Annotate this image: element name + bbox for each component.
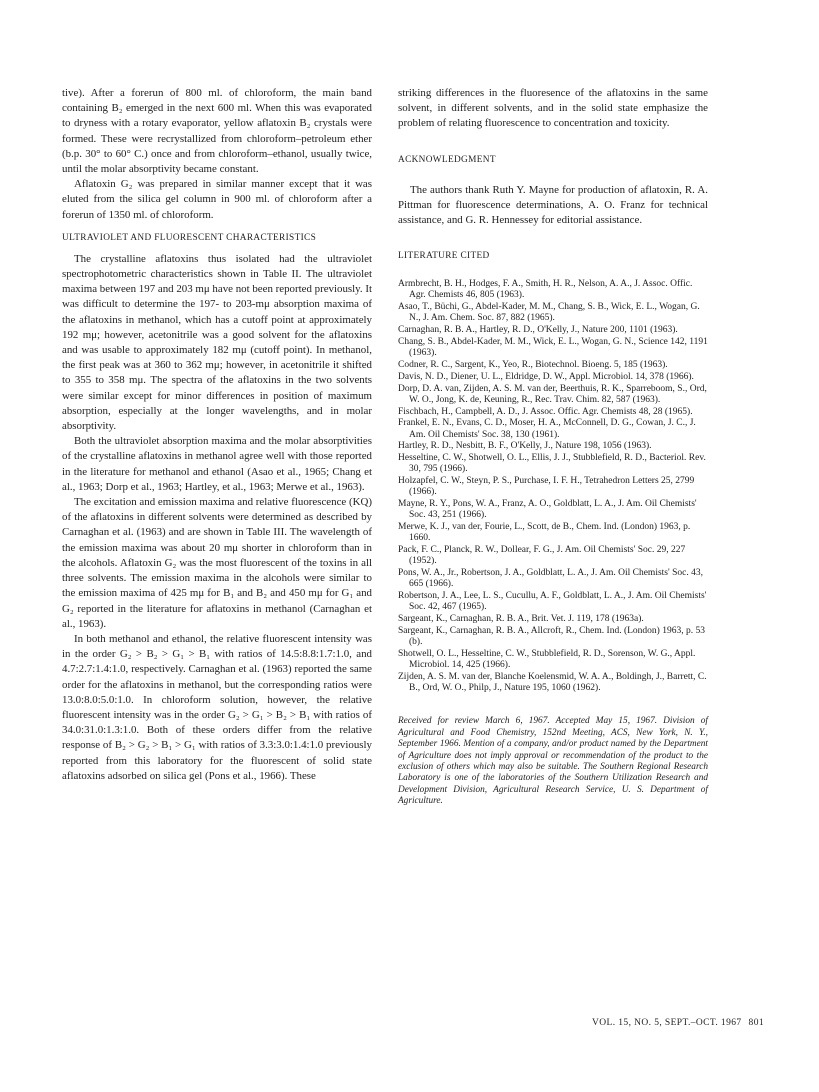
reference-item: Mayne, R. Y., Pons, W. A., Franz, A. O., Goldblatt, L. A., J. Am. Oil Chemists' Soc. 43, 251 (1966). xyxy=(398,499,697,521)
right-column xyxy=(398,86,708,808)
reference-item: Davis, N. D., Diener, U. L., Eldridge, D. W., Appl. Microbiol. 14, 378 (1966). xyxy=(398,371,694,382)
reference-item: Fischbach, H., Campbell, A. D., J. Assoc. Offic. Agr. Chemists 48, 28 (1965). xyxy=(398,406,693,417)
reference-item: Chang, S. B., Abdel-Kader, M. M., Wick, E. L., Wogan, G. N., Science 142, 1191 (1963). xyxy=(398,337,708,359)
body-paragraph: tive). After a forerun of 800 ml. of chloroform, the main band containing B₂ emerged in the next 600 ml. When this was evaporated to dryness with a rotary evaporator, yellow aflatoxin B₂ crystals were formed. These were recrystallized from chloroform–petroleum ether (b.p. 30° to 60° C.) once and from chloroform–ethanol, usually twice, until the molar absorptivity became constant. xyxy=(62,87,372,176)
reference-item: Pack, F. C., Planck, R. W., Dollear, F. G., J. Am. Oil Chemists' Soc. 29, 227 (1952). xyxy=(398,545,686,567)
reference-item: Hartley, R. D., Nesbitt, B. F., O'Kelly, J., Nature 198, 1056 (1963). xyxy=(398,441,652,452)
section-heading-uv-fluorescent: ULTRAVIOLET AND FLUORESCENT CHARACTERISTICS xyxy=(62,232,317,243)
reference-item: Zijden, A. S. M. van der, Blanche Koelensmid, W. A. A., Boldingh, J., Barrett, C. B., Ord, W. O., Philp, J., Nature 195, 1060 (1962). xyxy=(398,672,707,694)
body-paragraph: Aflatoxin G₂ was prepared in similar manner except that it was eluted from the silica gel column in 900 ml. of chloroform after a forerun of 1350 ml. of chloroform. xyxy=(62,178,372,221)
received-for-review-note: Received for review March 6, 1967. Accepted May 15, 1967. Division of Agricultural and Food Chemistry, 152nd Meeting, ACS, New York, N. Y., September 1966. Mention of a company, and/or product named by the Department of Agriculture does not imply approval or recommendation of the product to the exclusion of others which may also be suitable. The Southern Regional Research Laboratory is one of the laboratories of the Southern Utilization Research and Development Division, Agricultural Research Service, U. S. Department of Agriculture. xyxy=(398,716,708,807)
reference-list xyxy=(398,279,708,694)
acknowledgment-heading: ACKNOWLEDGMENT xyxy=(398,154,496,165)
reference-item: Dorp, D. A. van, Zijden, A. S. M. van der, Beerthuis, R. K., Sparreboom, S., Ord, W. O., Jong, K. de, Keuning, R., Rec. Trav. Chim. 82, 587 (1963). xyxy=(398,383,707,405)
reference-item: Sargeant, K., Carnaghan, R. B. A., Allcroft, R., Chem. Ind. (London) 1963, p. 53 (b). xyxy=(398,626,705,648)
reference-item: Hesseltine, C. W., Shotwell, O. L., Ellis, J. J., Stubblefield, R. D., Bacteriol. Rev. 30, 795 (1966). xyxy=(398,453,706,475)
body-paragraph: Both the ultraviolet absorption maxima and the molar absorptivities of the crystalline aflatoxins in methanol agree well with those reported in the literature for methanol and ethanol (Asao et al., 1965; Chang et al., 1963; Dorp et al., 1963; Hartley, et al., 1963; Merwe et al., 1963). xyxy=(62,435,372,493)
reference-item: Sargeant, K., Carnaghan, R. B. A., Brit. Vet. J. 119, 178 (1963a). xyxy=(398,614,644,625)
page-number: 801 xyxy=(748,1018,764,1028)
reference-item: Armbrecht, B. H., Hodges, F. A., Smith, H. R., Nelson, A. A., J. Assoc. Offic. Agr. Chemists 46, 805 (1963). xyxy=(398,279,693,301)
reference-item: Carnaghan, R. B. A., Hartley, R. D., O'Kelly, J., Nature 200, 1101 (1963). xyxy=(398,325,678,336)
reference-item: Asao, T., Büchi, G., Abdel-Kader, M. M., Chang, S. B., Wick, E. L., Wogan, G. N., J. Am. Chem. Soc. 87, 882 (1965). xyxy=(398,302,700,324)
journal-volume-info: VOL. 15, NO. 5, SEPT.–OCT. 1967 xyxy=(592,1018,742,1028)
reference-item: Shotwell, O. L., Hesseltine, C. W., Stubblefield, R. D., Sorenson, W. G., Appl. Microbiol. 14, 425 (1966). xyxy=(398,649,696,671)
left-column xyxy=(62,86,372,784)
reference-item: Frankel, E. N., Evans, C. D., Moser, H. A., McConnell, D. G., Cowan, J. C., J. Am. Oil Chemists' Soc. 38, 130 (1961). xyxy=(398,418,696,440)
reference-item: Codner, R. C., Sargent, K., Yeo, R., Biotechnol. Bioeng. 5, 185 (1963). xyxy=(398,360,668,371)
body-paragraph: The crystalline aflatoxins thus isolated had the ultraviolet spectrophotometric characteristics shown in Table II. The ultraviolet maxima between 197 and 203 mμ have not been reported previously. It was difficult to determine the 197- to 203-mμ absorption maxima of the aflatoxins in methanol, which has a cutoff point at approximately 192 mμ; however, acetonitrile was a good solvent for the aflatoxins and was usable to approximately 182 mμ (cutoff point). In methanol, the first peak was at 360 to 362 mμ; however, in acetonitrile it shifted to 355 to 358 mμ. The spectra of the aflatoxins in the two solvents were similar except for minor differences in position of maximum absorption, especially at the longer wavelengths, and in molar absorptivity. xyxy=(62,252,372,433)
literature-cited-heading: LITERATURE CITED xyxy=(398,251,490,262)
body-paragraph: In both methanol and ethanol, the relative fluorescent intensity was in the order G₂ > B₂ > G₁ > B₁ with ratios of 14.5:8.8:1.7:1.0, and 4.7:2.7:1.4:1.0, respectively. Carnaghan et al. (1963) reported the same order for the aflatoxins in methanol, but the corresponding ratios were 13.0:8.0:5.0:1.0. In chloroform solution, however, the relative fluorescent intensity was in the order G₂ > G₁ > B₂ > B₁ with ratios of 34.0:31.0:1.3:1.0. Both of these orders differ from the relative response of B₂ > G₂ > B₁ > G₁ with ratios of 3.3:3.0:1.4:1.0 previously reported from this laboratory for the fluorescent of solid state aflatoxins adsorbed on silica gel (Pons et al., 1966). These xyxy=(62,632,372,782)
body-paragraph: The excitation and emission maxima and relative fluorescence (KQ) of the aflatoxins in different solvents were determined as described by Carnaghan et al. (1963) and are shown in Table III. The wavelength of the emission maxima was about 20 mμ shorter in chloroform than in the alcohols. Aflatoxin G₂ was the most fluorescent of the toxins in all three solvents. The emission maxima in the alcohols were similar to the emission maxima of 425 mμ for B₁ and B₂ and 450 mμ for G₁ and G₂ reported in the literature for aflatoxins in methanol (Carnaghan et al., 1963). xyxy=(62,496,372,630)
body-paragraph: striking differences in the fluoresence of the aflatoxins in the same solvent, in different solvents, and in the solid state emphasize the problem of relating fluorescence to concentration and toxicity. xyxy=(398,87,708,130)
reference-item: Pons, W. A., Jr., Robertson, J. A., Goldblatt, L. A., J. Am. Oil Chemists' Soc. 43, 665 (1966). xyxy=(398,568,703,590)
acknowledgment-text: The authors thank Ruth Y. Mayne for production of aflatoxin, R. A. Pittman for fluorescence determinations, A. O. Franz for technical assistance, and G. R. Hennessey for editorial assistance. xyxy=(398,183,708,227)
reference-item: Robertson, J. A., Lee, L. S., Cucullu, A. F., Goldblatt, L. A., J. Am. Oil Chemists' Soc. 42, 467 (1965). xyxy=(398,591,707,613)
reference-item: Merwe, K. J., van der, Fourie, L., Scott, de B., Chem. Ind. (London) 1963, p. 1660. xyxy=(398,522,691,544)
reference-item: Holzapfel, C. W., Steyn, P. S., Purchase, I. F. H., Tetrahedron Letters 25, 2799 (1966). xyxy=(398,476,695,498)
page-footer xyxy=(592,1018,764,1028)
